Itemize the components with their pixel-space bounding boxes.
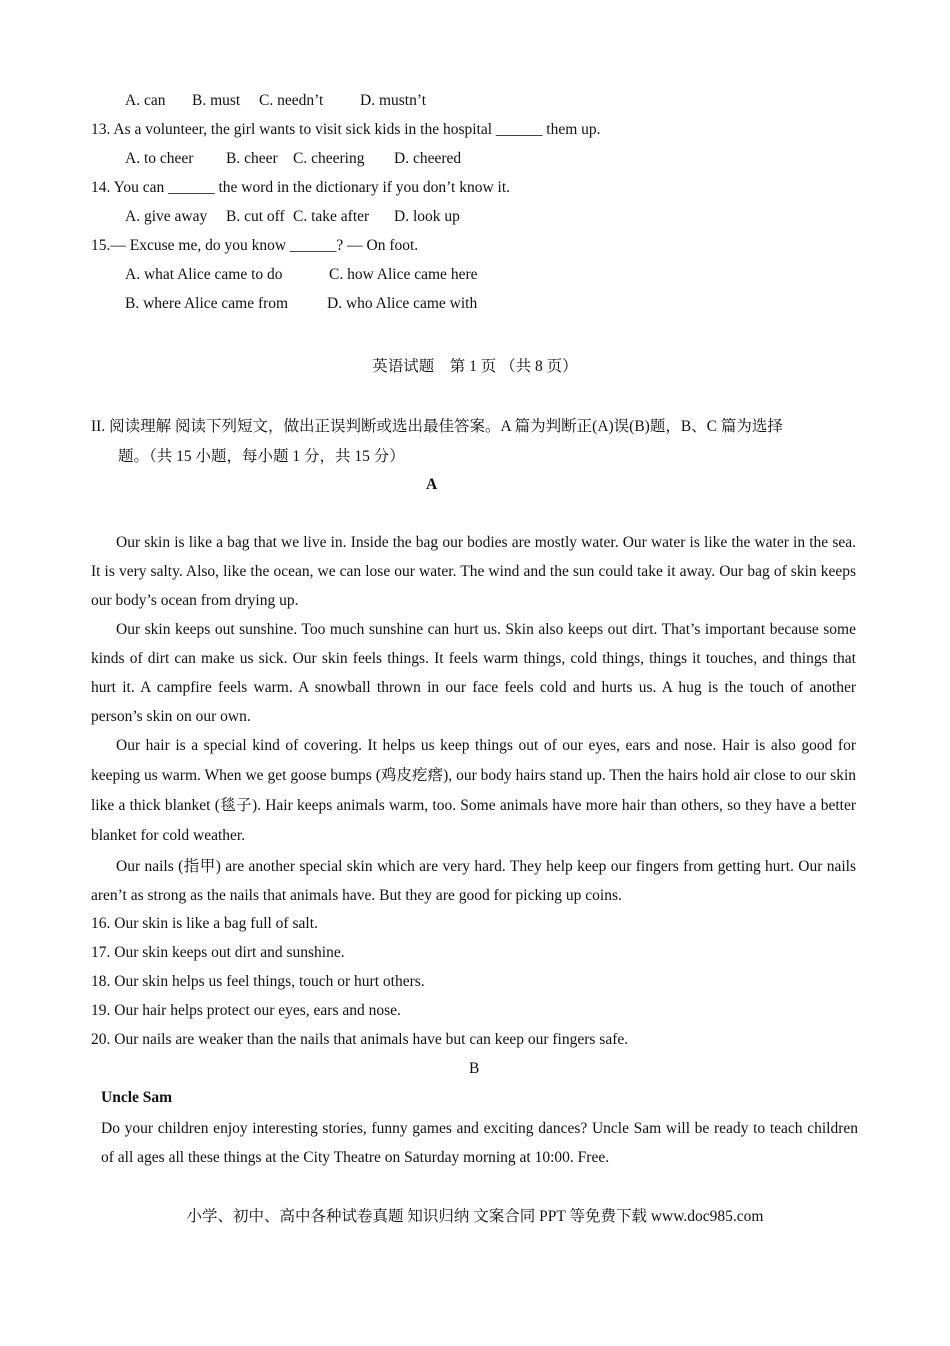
q15-option-c: C. how Alice came here <box>329 266 478 283</box>
q12-option-c: C. needn’t <box>259 92 324 109</box>
q13-option-a: A. to cheer <box>125 150 194 167</box>
q14-option-d: D. look up <box>394 208 460 225</box>
passage-a-label: A <box>426 476 438 493</box>
q15-option-d: D. who Alice came with <box>327 295 478 312</box>
passage-b-title: Uncle Sam <box>101 1089 173 1106</box>
section-heading-line1: II. 阅读理解 阅读下列短文，做出正误判断或选出最佳答案。A 篇为判断正(A)误(B)题，B、C 篇为选择 <box>91 418 783 435</box>
q14-option-a: A. give away <box>125 208 208 225</box>
q13-option-d: D. cheered <box>394 150 462 167</box>
page-number-line: 英语试题 第 1 页 （共 8 页） <box>372 358 578 375</box>
q15-text: 15.— Excuse me, do you know ______? — On foot. <box>91 237 419 254</box>
q14-option-c: C. take after <box>293 208 370 225</box>
q14-text: 14. You can ______ the word in the dictionary if you don’t know it. <box>91 179 511 196</box>
passage-b-label: B <box>469 1060 480 1077</box>
passage-a-paragraph-1: Our skin is like a bag that we live in. Inside the bag our bodies are mostly water. Our water is like the water in the sea. It is very salty. Also, like the ocean, we can lose our water. The wind and the sun could take it away. Our bag of skin keeps our body’s ocean from drying up. <box>91 534 856 609</box>
statement-16: 16. Our skin is like a bag full of salt. <box>91 915 318 932</box>
q14-option-b: B. cut off <box>226 208 285 225</box>
q13-option-b: B. cheer <box>226 150 278 167</box>
q15-option-a: A. what Alice came to do <box>125 266 283 283</box>
q12-option-d: D. mustn’t <box>360 92 427 109</box>
statement-18: 18. Our skin helps us feel things, touch or hurt others. <box>91 973 425 990</box>
passage-a-paragraph-2: Our skin keeps out sunshine. Too much sunshine can hurt us. Skin also keeps out dirt. That’s important because some kinds of dirt can make us sick. Our skin feels things. It feels warm things, cold things, things it touches, and things that hurt it. A campfire feels warm. A snowball thrown in our face feels cold and hurts us. A hug is the touch of another person’s skin on our own. <box>91 621 856 725</box>
statement-19: 19. Our hair helps protect our eyes, ears and nose. <box>91 1002 401 1019</box>
q13-option-c: C. cheering <box>293 150 365 167</box>
statement-20: 20. Our nails are weaker than the nails that animals have but can keep our fingers safe. <box>91 1031 629 1048</box>
q12-option-b: B. must <box>192 92 241 109</box>
site-footer-link[interactable]: 小学、初中、高中各种试卷真题 知识归纳 文案合同 PPT 等免费下载 www.doc985.com <box>186 1208 764 1225</box>
q12-option-a: A. can <box>125 92 166 109</box>
passage-b-text: Do your children enjoy interesting stories, funny games and exciting dances? Uncle Sam will be ready to teach children of all ages all these things at the City Theatre on Saturday morning at 10:00. Free. <box>101 1120 858 1166</box>
passage-a-paragraph-3: Our hair is a special kind of covering. It helps us keep things out of our eyes, ears and nose. Hair is also good for keeping us warm. When we get goose bumps (鸡皮疙瘩), our body hairs stand up. Then the hairs hold air close to our skin like a thick blanket (毯子). Hair keeps animals warm, too. Some animals have more hair than others, so they have a better blanket for cold weather. <box>91 737 856 844</box>
passage-a-paragraph-4: Our nails (指甲) are another special skin which are very hard. They help keep our fingers from getting hurt. Our nails aren’t as strong as the nails that animals have. But they are good for picking up coins. <box>91 858 856 904</box>
section-heading-line2: 题。（共 15 小题，每小题 1 分，共 15 分） <box>118 448 405 465</box>
statement-17: 17. Our skin keeps out dirt and sunshine. <box>91 944 345 961</box>
q13-text: 13. As a volunteer, the girl wants to visit sick kids in the hospital ______ them up. <box>91 121 601 138</box>
q15-option-b: B. where Alice came from <box>125 295 289 312</box>
